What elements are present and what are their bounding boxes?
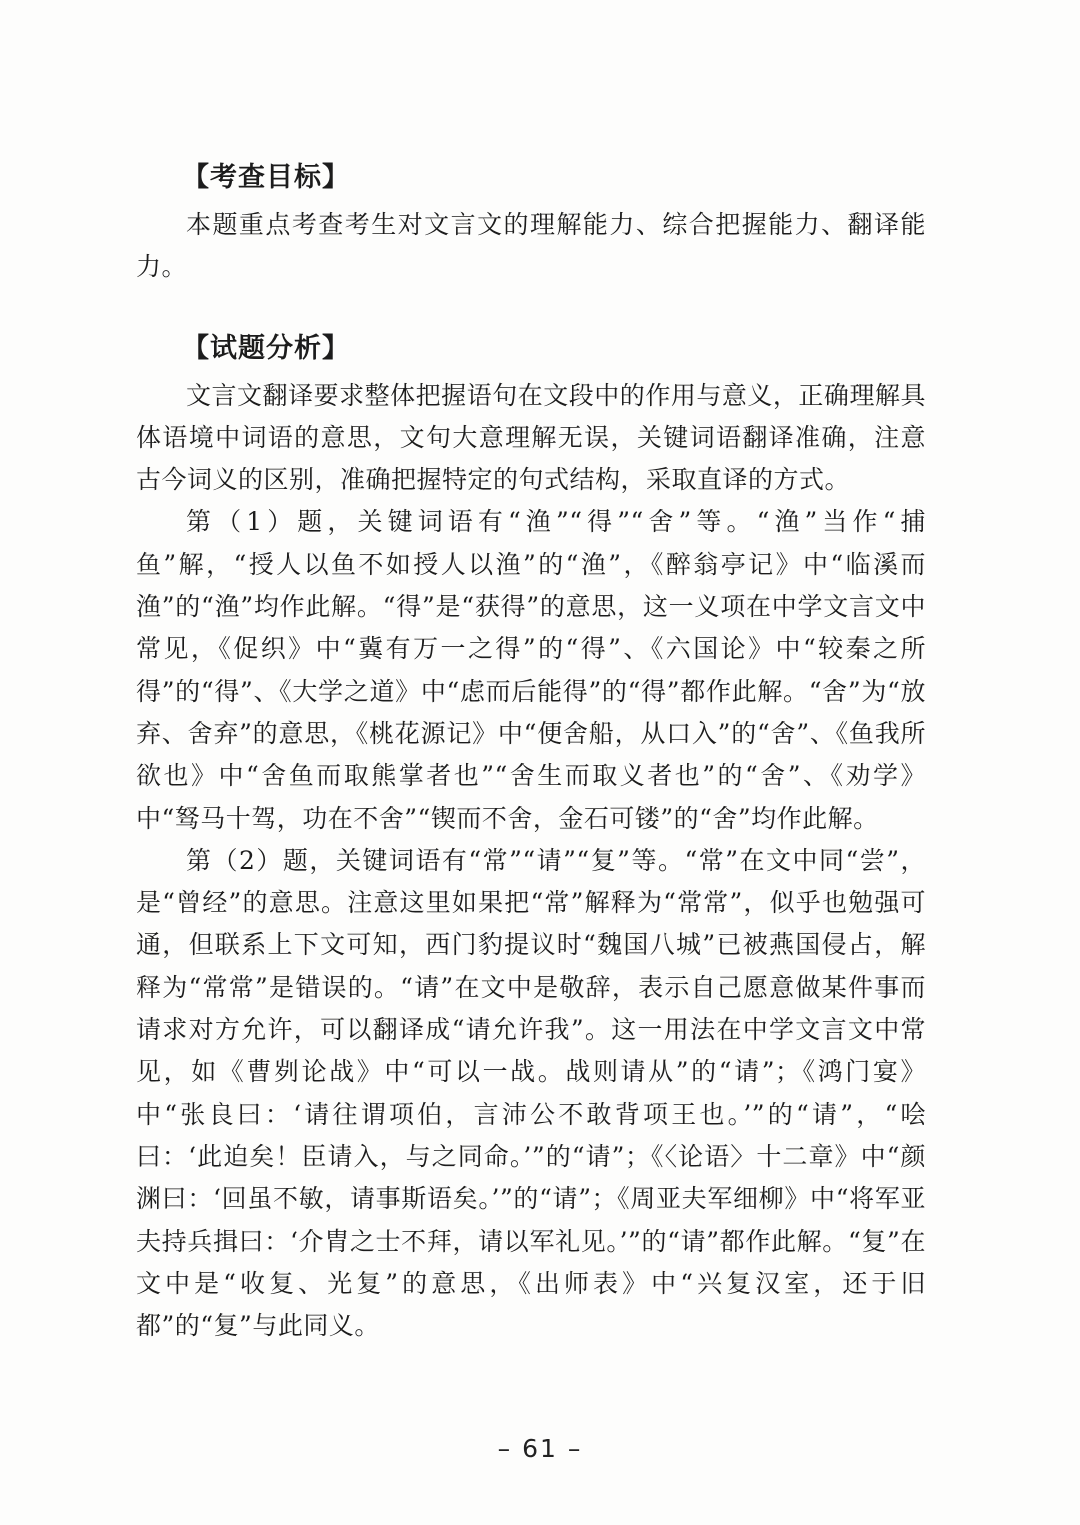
paragraph: 第（2）题，关键词语有“常”“请”“复”等。“常”在文中同“尝”，是“曾经”的意思。注意这里如果把“常”解释为“常常”，似乎也勉强可通，但联系上下文可知，西门豹提议时“魏国八城”已被燕国侵占，解释为“常常”是错误的。“请”在文中是敬辞，表示自己愿意做某件事而请求对方允许，可以翻译成“请允许我”。这一用法在中学文言文中常见，如《曹刿论战》中“可以一战。战则请从”的“请”；《鸿门宴》中“张良曰：‘请往谓项伯，言沛公不敢背项王也。’”的“请”，“哙曰：‘此迫矣！臣请入，与之同命。’”的“请”；《〈论语〉十二章》中“颜渊曰：‘回虽不敏，请事斯语矣。’”的“请”；《周亚夫军细柳》中“将军亚夫持兵揖曰：‘介胄之士不拜，请以军礼见。’”的“请”都作此解。“复”在文中是“收复、光复”的意思，《出师表》中“兴复汉室，还于旧都”的“复”与此同义。 xyxy=(136,845,926,1341)
section-body-objectives xyxy=(136,204,926,289)
paragraph: 文言文翻译要求整体把握语句在文段中的作用与意义，正确理解具体语境中词语的意思，文句大意理解无误，关键词语翻译准确，注意古今词义的区别，准确把握特定的句式结构，采取直译的方式。 xyxy=(136,380,926,495)
section-body-analysis xyxy=(136,375,926,1348)
section-heading-analysis: 【试题分析】 xyxy=(182,332,350,364)
section-heading-objectives: 【考查目标】 xyxy=(182,162,350,193)
paragraph: 第（1）题，关键词语有“渔”“得”“舍”等。“渔”当作“捕鱼”解，“授人以鱼不如授人以渔”的“渔”，《醉翁亭记》中“临溪而渔”的“渔”均作此解。“得”是“获得”的意思，这一义项在中学文言文中常见，《促织》中“冀有万一之得”的“得”、《六国论》中“较秦之所得”的“得”、《大学之道》中“虑而后能得”的“得”都作此解。“舍”为“放弃、舍弃”的意思，《桃花源记》中“便舍船，从口入”的“舍”、《鱼我所欲也》中“舍鱼而取熊掌者也”“舍生而取义者也”的“舍”、《劝学》中“驽马十驾，功在不舍”“锲而不舍，金石可镂”的“舍”均作此解。 xyxy=(136,507,926,833)
page-number: – 61 – xyxy=(497,1434,583,1463)
paragraph: 本题重点考查考生对文言文的理解能力、综合把握能力、翻译能力。 xyxy=(136,210,926,282)
page-content xyxy=(136,150,926,1347)
